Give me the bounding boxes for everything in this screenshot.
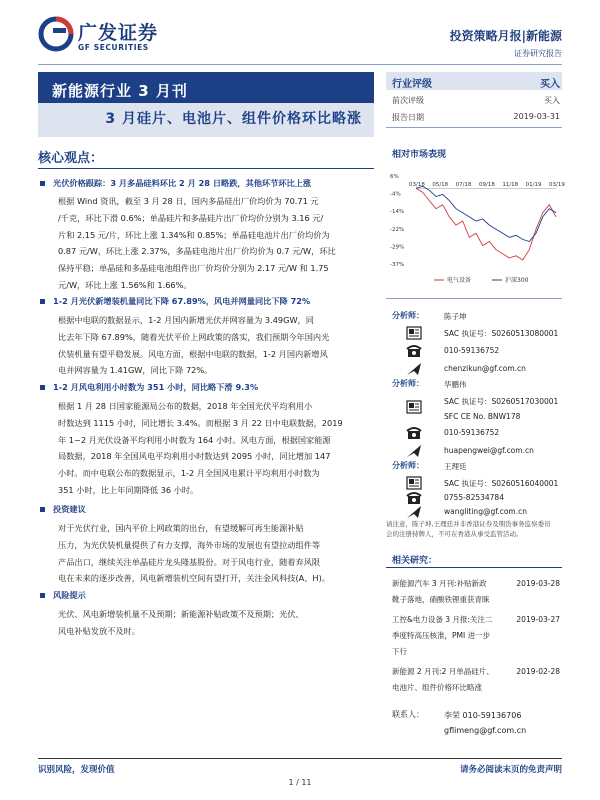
x-tick-label: 05/18 (432, 182, 449, 188)
paragraph-line: 电并网容量为 1.41GW，同比下降 72%。 (58, 365, 213, 376)
y-tick-label: 6% (390, 174, 399, 180)
paragraph-line: 根据 Wind 资讯，截至 3 月 28 日，国内多晶硅出厂价均价为 70.71 元 (58, 196, 319, 206)
legend-label: 电气设备 (447, 277, 472, 284)
analyst-name: 陈子坤 (444, 312, 467, 321)
related-research-divider (386, 567, 562, 568)
previous-rating-label: 前次评级 (392, 96, 424, 105)
analyst-email[interactable]: huapengwei@gf.com.cn (444, 446, 534, 455)
contact-label: 联系人： (392, 710, 424, 719)
related-title-line: 靴子落地，硝酸铁锂重获青睐 (392, 595, 490, 604)
page-number: 1 / 11 (288, 778, 312, 787)
previous-rating-value: 买入 (544, 96, 560, 105)
x-tick-label: 11/18 (502, 182, 519, 188)
bullet-price-tracking (40, 178, 311, 189)
phone-icon (406, 343, 422, 359)
bullet-square-icon (40, 299, 45, 304)
report-type: 投资策略月报|新能源 (449, 29, 562, 43)
report-subtitle: 证券研究报告 (514, 49, 562, 58)
report-date-label: 报告日期 (392, 113, 424, 122)
page-subtitle: 3 月硅片、电池片、组件价格环比略涨 (105, 111, 362, 127)
y-tick-label: -14% (390, 209, 405, 216)
x-tick-label: 03/19 (549, 182, 565, 188)
email-icon (406, 504, 422, 520)
logo-name: 广发证券 (78, 22, 159, 44)
paragraph-utilization-hours (58, 398, 372, 499)
paragraph-line: 电在未来的逐步改善，风电新增装机空间有望打开，关注金风科技(A、H)。 (58, 573, 330, 584)
y-tick-label: -22% (390, 226, 405, 233)
phone-icon (406, 425, 422, 441)
id-card-icon (406, 399, 422, 415)
header-divider (38, 64, 562, 65)
analyst-sac-number: SAC 执证号：S0260517030001 (444, 397, 559, 406)
related-research-item[interactable] (392, 576, 512, 608)
paragraph-line: 风电补贴发放不及时。 (58, 625, 140, 636)
paragraph-line: 元/W，环比上涨 1.56%和 1.66%。 (58, 279, 192, 290)
bullet-installations (40, 296, 310, 307)
analyst-name: 华鹏伟 (444, 380, 467, 389)
bullet-title: 风险提示 (53, 590, 86, 600)
bullet-square-icon (40, 385, 45, 390)
logo-subtitle: GF SECURITIES (78, 43, 149, 52)
analyst-email[interactable]: chenzikun@gf.com.cn (444, 364, 526, 373)
paragraph-line: 压力，为光伏装机量提供了有力支撑，海外市场的发展也有望拉动组件等 (58, 539, 321, 550)
email-icon (406, 361, 422, 377)
rating-value: 买入 (540, 79, 560, 90)
paragraph-line: 根据 1 月 28 日国家能源局公布的数据，2018 年全国光伏平均利用小 (58, 401, 313, 411)
footer-divider (38, 758, 562, 759)
chart-divider (386, 298, 562, 299)
x-tick-label: 03/18 (409, 182, 425, 188)
y-tick-label: -4% (390, 191, 401, 198)
bullet-title: 1-2 月风电利用小时数为 351 小时，同比略下滑 9.3% (53, 382, 259, 392)
bullet-title: 1-2 月光伏新增装机量同比下降 67.89%，风电并网量同比下降 72% (53, 296, 311, 306)
analyst-phone: 010-59136752 (444, 428, 500, 437)
disclaimer-line: 会的注册持牌人，不可在香港从事受监管活动。 (386, 530, 523, 538)
bullet-square-icon (40, 593, 45, 598)
paragraph-line: 片和 2.15 元/片，环比上涨 1.34%和 0.85%；单晶硅电池片出厂价均价为 (58, 229, 330, 240)
related-research-date: 2019-03-28 (516, 579, 560, 588)
paragraph-line: 伏装机量有望平稳发展。风电方面，根据中电联的数据，1-2 月国内新增风 (58, 348, 328, 359)
paragraph-installations (58, 312, 372, 379)
paragraph-line: 产品出口，继续关注单晶硅片龙头隆基股份。对于风电行业，随着弃风限 (58, 556, 321, 567)
related-research-heading: 相关研究： (392, 556, 438, 566)
bullet-square-icon (40, 181, 45, 186)
disclaimer-line: 请注意，陈子坤,王理廷并非香港证券及期货事务监察委员 (386, 520, 551, 528)
logo-icon (38, 16, 74, 52)
footer-disclaimer-note: 请务必阅读末页的免责声明 (459, 765, 562, 775)
analyst-sac-number: SAC 执证号：S0260513080001 (444, 329, 559, 338)
relative-performance-chart (386, 168, 565, 290)
analyst-label: 分析师： (392, 379, 424, 388)
id-card-icon (406, 475, 422, 491)
analyst-name: 王理廷 (444, 462, 467, 471)
analyst-label: 分析师： (392, 311, 424, 320)
bullet-investment-advice (40, 504, 86, 515)
bullet-title: 光伏价格跟踪：3 月多晶硅料环比 2 月 28 日略跌，其他环节环比上涨 (53, 178, 312, 188)
rating-divider (386, 127, 562, 128)
analyst-sfc-number: SFC CE No. BNW178 (444, 412, 521, 421)
related-research-date: 2019-03-27 (516, 615, 560, 624)
paragraph-line: 0.87 元/W，环比上涨 2.37%，多晶硅电池片出厂价均价为 0.7 元/W，环比 (58, 246, 336, 257)
paragraph-line: 年 1~2 月光伏设备平均利用小时数为 164 小时。风电方面，根据国家能源 (58, 434, 331, 445)
paragraph-line: 小时。而中电联公布的数据显示，1-2 月全国风电累计平均利用小时数为 (58, 468, 320, 479)
bullet-utilization-hours (40, 382, 258, 393)
paragraph-line: 351 小时，比上年同期降低 36 小时。 (58, 484, 199, 495)
x-tick-label: 07/18 (455, 182, 472, 188)
y-tick-label: -29% (390, 244, 405, 251)
analyst-phone: 0755-82534784 (444, 493, 504, 502)
analyst-phone: 010-59136752 (444, 346, 500, 355)
id-card-icon (406, 325, 422, 341)
related-research-item[interactable] (392, 612, 512, 660)
paragraph-risk-warning (58, 606, 372, 640)
paragraph-line: 局数据，2018 年全国风电平均利用小时数达到 2095 小时，同比增加 147 (58, 451, 331, 462)
related-research-item[interactable] (392, 664, 512, 696)
paragraph-investment-advice (58, 520, 372, 587)
x-tick-label: 01/19 (525, 182, 542, 188)
related-title-line: 电池片、组件价格环比略涨 (392, 683, 482, 692)
footer-slogan: 识别风险，发现价值 (38, 765, 115, 775)
analyst-email[interactable]: wangliting@gf.com.cn (444, 507, 527, 516)
series-line (416, 188, 556, 260)
related-title-line: 下行 (392, 647, 407, 656)
core-views-heading: 核心观点： (38, 151, 104, 166)
contact-phone: 李荣 010-59136706 (444, 711, 522, 720)
x-tick-label: 09/18 (479, 182, 495, 188)
legend-label: 沪深300 (505, 277, 529, 284)
core-views-divider (38, 168, 374, 169)
analyst-sac-number: SAC 执证号：S0260516040001 (444, 479, 559, 488)
related-research-date: 2019-02-28 (516, 667, 560, 676)
related-title-line: 新能源汽车 3 月刊:补贴新政 (392, 579, 487, 588)
bullet-square-icon (40, 507, 45, 512)
analyst-label: 分析师： (392, 461, 424, 470)
contact-email[interactable]: gflimeng@gf.com.cn (444, 726, 527, 735)
paragraph-line: 比去年下降 67.89%，随着光伏平价上网政策的落实，我们预期今年国内光 (58, 331, 330, 342)
market-performance-heading: 相对市场表现 (392, 150, 447, 160)
related-title-line: 季度特高压核准，PMI 进一步 (392, 631, 491, 640)
report-date-value: 2019-03-31 (513, 112, 560, 121)
related-title-line: 工控&电力设备 3 月报:关注二 (392, 615, 493, 624)
paragraph-line: 保持平稳；单晶硅和多晶硅电池组件出厂价均价分别为 2.17 元/W 和 1.75 (58, 263, 329, 274)
bullet-risk-warning (40, 590, 86, 601)
related-title-line: 新能源 2 月刊:2 月单晶硅片、 (392, 667, 494, 676)
paragraph-line: 时数达到 1115 小时，同比增长 3.4%。而根据 3 月 22 日中电联数据，2019 (58, 417, 343, 428)
rating-label: 行业评级 (392, 79, 432, 90)
paragraph-line: 根据中电联的数据显示，1-2 月国内新增光伏并网容量为 3.49GW，同 (58, 315, 314, 325)
paragraph-line: /千克，环比下滑 0.6%；单晶硅片和多晶硅片出厂价均价分别为 3.16 元/ (58, 212, 324, 223)
email-icon (406, 443, 422, 459)
page-title: 新能源行业 3 月刊 (52, 82, 188, 100)
paragraph-line: 光伏、风电新增装机量不及预期；新能源补贴政策不及预期；光伏、 (58, 609, 304, 619)
paragraph-price-tracking (58, 193, 372, 294)
bullet-title: 投资建议 (53, 504, 86, 514)
analyst-disclaimer (386, 519, 562, 539)
y-tick-label: -37% (390, 262, 405, 268)
paragraph-line: 对于光伏行业，国内平价上网政策的出台，有望缓解可再生能源补贴 (58, 523, 304, 533)
